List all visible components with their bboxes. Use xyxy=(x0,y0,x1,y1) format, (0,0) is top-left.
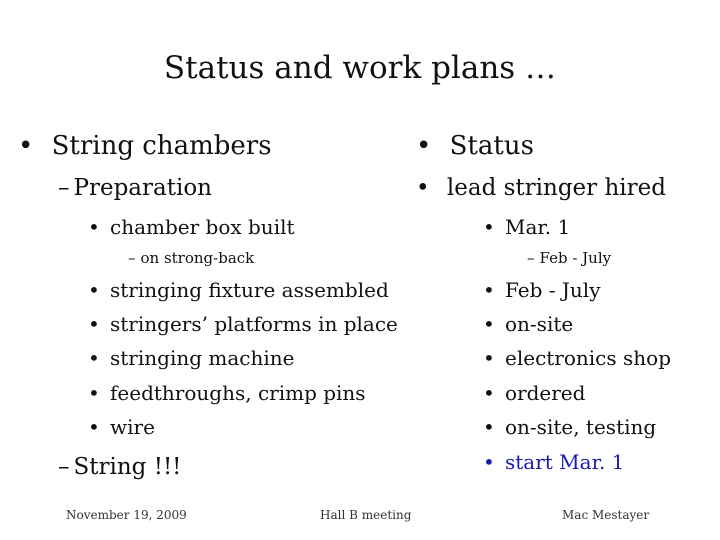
list-item xyxy=(483,345,671,371)
right-heading-row xyxy=(416,130,534,162)
footer-author: Mac Mestayer xyxy=(562,508,650,522)
bullet-icon: • xyxy=(416,175,430,201)
bullet-icon: • xyxy=(483,450,495,474)
footer-event: Hall B meeting xyxy=(320,508,412,522)
bullet-icon: • xyxy=(483,312,495,336)
left-first-item-text: chamber box built xyxy=(110,215,295,239)
bullet-icon: • xyxy=(88,346,100,370)
list-item-text: Feb - July xyxy=(505,278,601,302)
list-item-highlight xyxy=(483,449,624,475)
list-item-text: stringing fixture assembled xyxy=(110,278,389,302)
bullet-icon: • xyxy=(483,346,495,370)
list-item-text: feedthroughs, crimp pins xyxy=(110,381,366,405)
bullet-icon: • xyxy=(88,312,100,336)
list-item-text: ordered xyxy=(505,381,586,405)
list-item xyxy=(88,311,398,337)
list-item xyxy=(483,277,601,303)
left-subheading-row xyxy=(58,174,212,202)
left-heading: String chambers xyxy=(51,131,272,161)
left-closing: String !!! xyxy=(73,454,182,480)
footer-date: November 19, 2009 xyxy=(66,508,187,522)
list-item-text: stringers’ platforms in place xyxy=(110,312,398,336)
left-closing-row xyxy=(58,453,181,481)
list-item-text: electronics shop xyxy=(505,346,671,370)
left-note-text: on strong-back xyxy=(140,249,255,267)
bullet-icon: • xyxy=(88,215,100,239)
list-item-text: stringing machine xyxy=(110,346,295,370)
bullet-icon: • xyxy=(483,215,495,239)
list-item xyxy=(483,311,573,337)
bullet-icon: • xyxy=(483,415,495,439)
right-first-item-text: Mar. 1 xyxy=(505,215,571,239)
list-item xyxy=(88,380,366,406)
list-item xyxy=(88,414,155,440)
right-subheading-row xyxy=(416,174,666,202)
list-item xyxy=(483,414,656,440)
list-item-text: on-site xyxy=(505,312,574,336)
left-subheading: Preparation xyxy=(73,175,212,201)
bullet-icon: • xyxy=(416,131,432,161)
bullet-icon: • xyxy=(88,278,100,302)
list-item xyxy=(483,380,585,406)
bullet-icon: • xyxy=(18,131,34,161)
right-note-text: Feb - July xyxy=(539,249,612,267)
dash-icon: – xyxy=(128,249,136,267)
bullet-icon: • xyxy=(88,381,100,405)
dash-icon: – xyxy=(527,249,535,267)
right-first-item-note xyxy=(527,248,611,268)
list-item-text: wire xyxy=(110,415,155,439)
right-heading: Status xyxy=(449,131,534,161)
bullet-icon: • xyxy=(88,415,100,439)
dash-icon: – xyxy=(58,454,70,480)
list-item xyxy=(88,277,389,303)
dash-icon: – xyxy=(58,175,70,201)
list-item xyxy=(88,345,294,371)
bullet-icon: • xyxy=(483,381,495,405)
left-first-item xyxy=(88,214,295,240)
left-heading-row xyxy=(18,130,272,162)
right-subheading: lead stringer hired xyxy=(446,175,666,201)
left-first-item-note xyxy=(128,248,254,268)
list-item-text: start Mar. 1 xyxy=(505,450,625,474)
slide-title: Status and work plans … xyxy=(163,50,557,86)
bullet-icon: • xyxy=(483,278,495,302)
list-item-text: on-site, testing xyxy=(505,415,657,439)
right-first-item xyxy=(483,214,570,240)
